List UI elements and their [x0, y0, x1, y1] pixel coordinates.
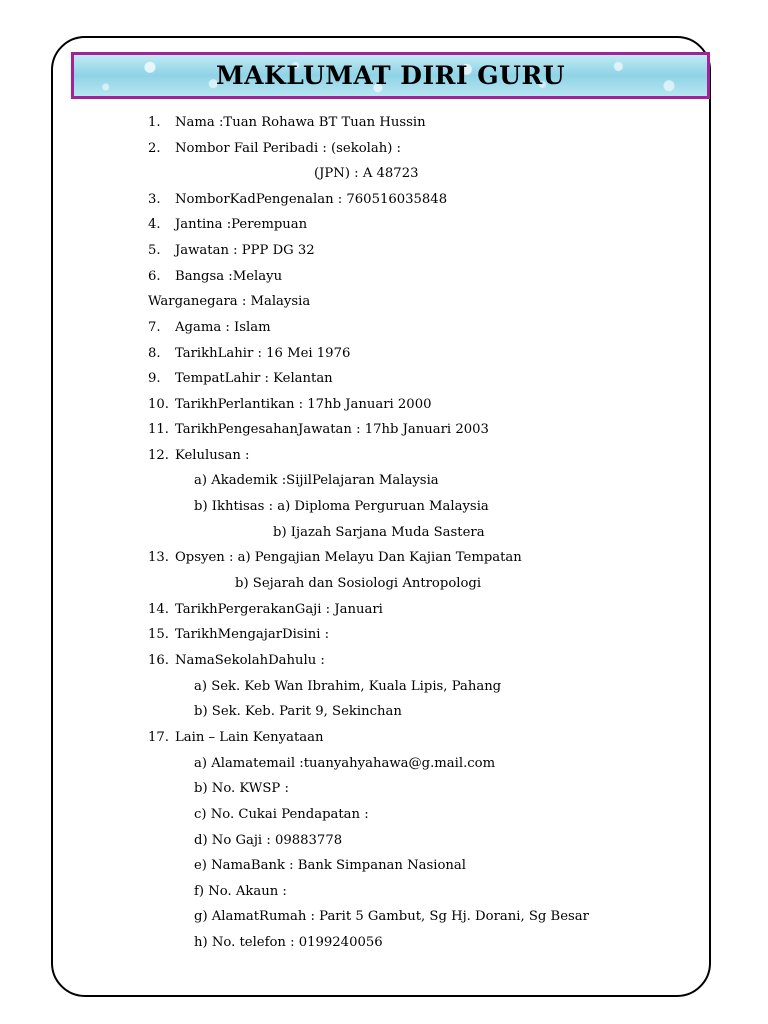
list-item: d) No Gaji : 09883778 — [194, 833, 343, 848]
list-item: 4. Jantina :Perempuan — [148, 217, 308, 232]
list-item: b) Sejarah dan Sosiologi Antropologi — [235, 576, 482, 591]
list-item: (JPN) : A 48723 — [314, 166, 419, 181]
list-item: b) Ijazah Sarjana Muda Sastera — [273, 525, 485, 540]
list-item: h) No. telefon : 0199240056 — [194, 935, 383, 950]
list-item: b) Ikhtisas : a) Diploma Perguruan Malaysia — [194, 499, 489, 514]
list-item: a) Akademik :SijilPelajaran Malaysia — [194, 473, 439, 488]
list-item: 10. TarikhPerlantikan : 17hb Januari 2000 — [148, 397, 432, 412]
list-item: a) Sek. Keb Wan Ibrahim, Kuala Lipis, Pahang — [194, 679, 502, 694]
list-item: 14. TarikhPergerakanGaji : Januari — [148, 602, 383, 617]
list-item: 16. NamaSekolahDahulu : — [148, 653, 325, 668]
list-item: 7. Agama : Islam — [148, 320, 271, 335]
page-title: MAKLUMAT DIRI GURU — [215, 61, 566, 90]
list-item: 5. Jawatan : PPP DG 32 — [148, 243, 315, 258]
list-item: 12. Kelulusan : — [148, 448, 250, 463]
list-item: 2. Nombor Fail Peribadi : (sekolah) : — [148, 141, 402, 156]
list-item: b) Sek. Keb. Parit 9, Sekinchan — [194, 704, 402, 719]
list-item: e) NamaBank : Bank Simpanan Nasional — [194, 858, 467, 873]
list-item: 11. TarikhPengesahanJawatan : 17hb Januari 2003 — [148, 422, 489, 437]
list-item: 1. Nama :Tuan Rohawa BT Tuan Hussin — [148, 115, 426, 130]
list-item: f) No. Akaun : — [194, 884, 287, 899]
list-item: a) Alamatemail :tuanyahyahawa@g.mail.com — [194, 756, 496, 771]
list-item: c) No. Cukai Pendapatan : — [194, 807, 369, 822]
list-item: Warganegara : Malaysia — [148, 294, 311, 309]
list-item: 9. TempatLahir : Kelantan — [148, 371, 333, 386]
list-item: 17. Lain – Lain Kenyataan — [148, 730, 324, 745]
list-item: 8. TarikhLahir : 16 Mei 1976 — [148, 346, 351, 361]
list-item: 13. Opsyen : a) Pengajian Melayu Dan Kajian Tempatan — [148, 550, 522, 565]
title-banner — [71, 52, 710, 99]
list-item: g) AlamatRumah : Parit 5 Gambut, Sg Hj. Dorani, Sg Besar — [194, 909, 589, 924]
list-item: 3. NomborKadPengenalan : 760516035848 — [148, 192, 448, 207]
list-item: b) No. KWSP : — [194, 781, 289, 796]
list-item: 15. TarikhMengajarDisini : — [148, 627, 330, 642]
list-item: 6. Bangsa :Melayu — [148, 269, 283, 284]
